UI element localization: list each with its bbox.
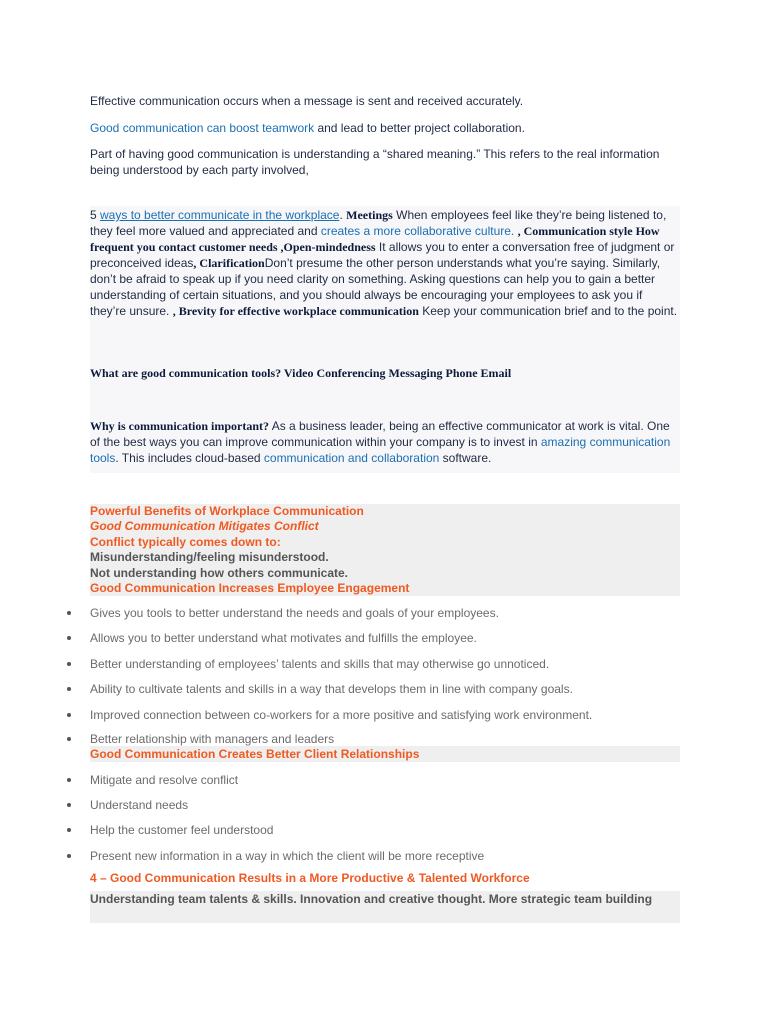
collaboration-link[interactable]: communication and collaboration [263, 451, 440, 465]
bullet-dot [67, 662, 71, 666]
bullet-dot [67, 737, 71, 741]
intro-paragraph-1: Effective communication occurs when a message is sent and received accurately. [90, 94, 524, 108]
client-heading: Good Communication Creates Better Client Relationships [90, 747, 420, 761]
open-mindedness-text: It allows you to enter a conversation free of judgment or preconceived ideas [90, 240, 675, 270]
list-item: Better understanding of employees’ talents and skills that may otherwise go unnoticed. [90, 657, 550, 671]
meetings-heading: Meetings [346, 208, 393, 222]
bullet-dot [67, 687, 71, 691]
brevity-text: Keep your communication brief and to the point. [418, 304, 678, 318]
list-item: Ability to cultivate talents and skills in a way that develops them in line with company goals. [90, 682, 573, 696]
list-item: Gives you tools to better understand the needs and goals of your employees. [90, 606, 499, 620]
why-text-2: . This includes cloud-based [115, 451, 264, 465]
client-heading-box [90, 746, 680, 762]
workforce-text: Understanding team talents & skills. Innovation and creative thought. More strategic team building [90, 892, 653, 906]
tools-text: What are good communication tools? Video Conferencing Messaging Phone Email [90, 366, 512, 380]
workforce-box [90, 891, 680, 923]
bullet-dot [67, 828, 71, 832]
workforce-heading: 4 – Good Communication Results in a More Productive & Talented Workforce [90, 871, 530, 885]
benefits-block [90, 504, 680, 596]
ways-number: 5 [90, 208, 101, 222]
bullet-dot [67, 803, 71, 807]
meetings-text: When employees feel like they’re being listened to, they feel more valued and appreciated and [90, 208, 667, 238]
bullet-dot [67, 611, 71, 615]
clarification-text: Don’t presume the other person understands what you’re saying. Similarly, don’t be afraid to speak up if you need clarity on something. Asking questions can help you to gain a better understanding of certain situations, and you should always be encouraging your employees to ask you if they’re unsure. [90, 256, 661, 318]
benefits-heading: Powerful Benefits of Workplace Communication [90, 504, 364, 518]
bullet-dot [67, 778, 71, 782]
list-item: Help the customer feel understood [90, 823, 274, 837]
list-item: Understand needs [90, 798, 189, 812]
comma-1: , [517, 224, 524, 238]
tools-link[interactable]: amazing communication tools [90, 435, 671, 465]
teamwork-link[interactable]: Good communication can boost teamwork [90, 121, 315, 135]
ways-dot: . [339, 208, 347, 222]
conflict-subheading: Conflict typically comes down to: [90, 534, 281, 549]
intro-paragraph-3: Part of having good communication is understanding a “shared meaning.” This refers to the real information being understood by each party involved, [90, 147, 660, 177]
conflict-heading: Good Communication Mitigates Conflict [90, 519, 319, 534]
style-heading: Communication style How frequent you contact customer needs ,Open-mindedness [90, 224, 660, 254]
ways-link[interactable]: ways to better communicate in the workplace [100, 208, 340, 222]
culture-link[interactable]: creates a more collaborative culture [320, 224, 511, 238]
list-item: Better relationship with managers and leaders [90, 732, 335, 746]
why-text-1: As a business leader, being an effective communicator at work is vital. One of the best ways you can improve communication within your company is to invest in [90, 419, 670, 449]
list-item: Present new information in a way in which the client will be more receptive [90, 849, 485, 863]
list-item: Allows you to better understand what motivates and fulfills the employee. [90, 631, 477, 645]
ways-paragraph [90, 206, 680, 341]
why-heading: Why is communication important? [90, 419, 270, 433]
workforce-heading-block [90, 870, 680, 886]
conflict-reason-2: Not understanding how others communicate. [90, 565, 349, 580]
list-item: Mitigate and resolve conflict [90, 773, 239, 787]
bullet-dot [67, 713, 71, 717]
tools-block [90, 340, 680, 410]
why-text-3: software. [439, 451, 492, 465]
why-paragraph [90, 410, 680, 473]
conflict-reason-1: Misunderstanding/feeling misunderstood. [90, 550, 329, 565]
bullet-dot [67, 636, 71, 640]
clarification-heading: , Clarification [193, 256, 265, 270]
brevity-heading: , Brevity for effective workplace communication [172, 304, 419, 318]
intro-paragraph-2 [90, 120, 680, 136]
list-item: Improved connection between co-workers for a more positive and satisfying work environment. [90, 708, 593, 722]
engagement-heading: Good Communication Increases Employee Engagement [90, 581, 410, 596]
intro-paragraph-2-rest: and lead to better project collaboration. [314, 121, 525, 135]
bullet-dot [67, 854, 71, 858]
culture-dot: . [510, 224, 518, 238]
